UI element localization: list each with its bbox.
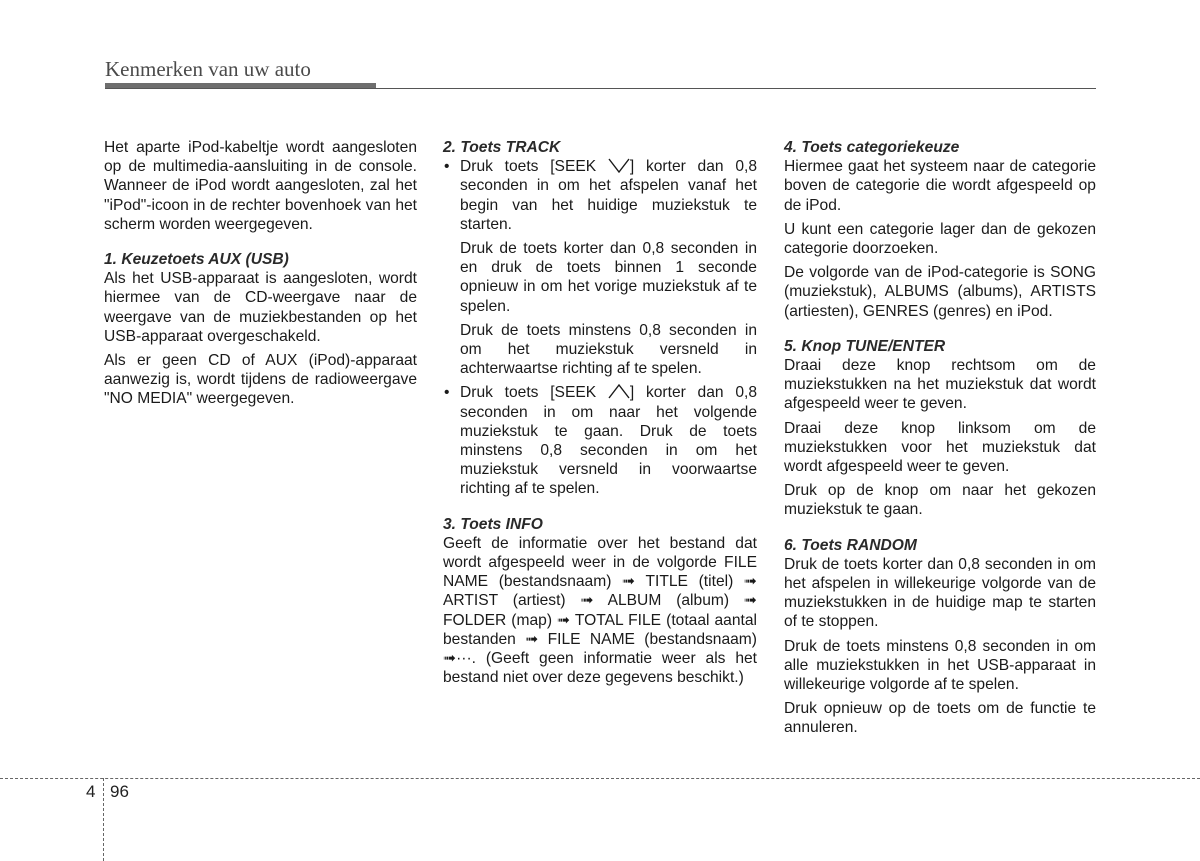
footer-dashed-rule — [0, 778, 1200, 779]
seek-down-paragraph-2: Druk de toets korter dan 0,8 seconden in en druk de toets binnen 1 seconde opnieuw in om het vorige muziekstuk af te spelen. — [460, 240, 757, 315]
seek-down-text-pre: Druk toets [SEEK — [460, 158, 608, 176]
seek-down-text-post: ] korter dan 0,8 seconden in om het afspelen vanaf het begin van het huidige muziekstuk te starten. — [460, 158, 757, 233]
aux-paragraph-2: Als er geen CD of AUX (iPod)-apparaat aanwezig is, wordt tijdens de radioweergave "NO MEDIA" weergegeven. — [104, 352, 417, 408]
bullet-seek-down — [443, 157, 757, 378]
page-number: 96 — [110, 782, 129, 801]
header-rule — [105, 88, 1096, 89]
column-2 — [443, 138, 757, 692]
seek-up-text-post: ] korter dan 0,8 seconden in om naar het volgende muziekstuk te gaan. Druk de toets minstens 0,8 seconden in om het muziekstuk versneld in voorwaartse richting af te spelen. — [460, 384, 757, 498]
seek-down-paragraph — [460, 157, 757, 234]
section-heading-info: 3. Toets INFO — [443, 515, 543, 533]
tune-paragraph-1: Draai deze knop rechtsom om de muziekstukken na het muziekstuk dat wordt afgespeeld weer te geven. — [784, 357, 1096, 413]
section-heading-category: 4. Toets categoriekeuze — [784, 139, 960, 156]
category-paragraph-1: Hiermee gaat het systeem naar de categorie boven de categorie die wordt afgespeeld op de iPod. — [784, 158, 1096, 214]
tune-paragraph-3: Druk op de knop om naar het gekozen muziekstuk te gaan. — [784, 482, 1096, 519]
column-3 — [784, 138, 1096, 743]
column-1 — [104, 138, 417, 414]
category-paragraph-2: U kunt een categorie lager dan de gekozen categorie doorzoeken. — [784, 220, 1096, 258]
section-heading-random: 6. Toets RANDOM — [784, 536, 917, 554]
section-heading-aux: 1. Keuzetoets AUX (USB) — [104, 251, 289, 269]
page-header-title: Kenmerken van uw auto — [105, 57, 311, 81]
seek-up-icon — [608, 384, 630, 399]
aux-paragraph-1: Als het USB-apparaat is aangesloten, wordt hiermee van de CD-weergave naar de weergave van de muziekbestanden op het USB-apparaat overgeschakeld. — [104, 270, 417, 345]
category-paragraph-3: De volgorde van de iPod-categorie is SONG (muziekstuk), ALBUMS (albums), ARTISTS (artiesten), GENRES (genres) en iPod. — [784, 264, 1096, 320]
seek-up-text-pre: Druk toets [SEEK — [460, 384, 608, 402]
bullet-mark: • — [444, 384, 450, 402]
section-heading-tune: 5. Knop TUNE/ENTER — [784, 337, 946, 355]
random-paragraph-1: Druk de toets korter dan 0,8 seconden in om het afspelen in willekeurige volgorde van de muziekstukken in de huidige map te starten of te stoppen. — [784, 555, 1096, 631]
seek-up-paragraph — [460, 383, 757, 498]
section-heading-track: 2. Toets TRACK — [443, 139, 561, 156]
seek-down-icon — [608, 158, 630, 173]
random-paragraph-2: Druk de toets minstens 0,8 seconden in om alle muziekstukken in het USB-apparaat in willekeurige volgorde af te spelen. — [784, 637, 1096, 694]
chapter-number: 4 — [86, 782, 96, 801]
seek-down-paragraph-3: Druk de toets minstens 0,8 seconden in om het muziekstuk versneld in achterwaartse richting af te spelen. — [460, 321, 757, 378]
tune-paragraph-2: Draai deze knop linksom om de muziekstukken voor het muziekstuk dat wordt afgespeeld weer te geven. — [784, 419, 1096, 476]
footer-dashed-divider — [103, 778, 104, 861]
info-paragraph: Geeft de informatie over het bestand dat wordt afgespeeld weer in de volgorde FILE NAME (bestandsnaam) ➟ TITLE (titel) ➟ ARTIST (artiest) ➟ ALBUM (album) ➟ FOLDER (map) ➟ TOTAL FILE (totaal aantal bestanden ➟ FILE NAME (bestandsnaam) ➟···. (Geeft geen informatie weer als het bestand niet over deze gegevens beschikt.) — [443, 534, 757, 687]
bullet-mark: • — [444, 158, 450, 176]
random-paragraph-3: Druk opnieuw op de toets om de functie te annuleren. — [784, 700, 1096, 737]
intro-paragraph: Het aparte iPod-kabeltje wordt aangesloten op de multimedia-aansluiting in de console. Wanneer de iPod wordt aangesloten, zal het "iPod"-icoon in de rechter bovenhoek van het scherm worden weergegeven. — [104, 139, 417, 233]
bullet-seek-up — [443, 383, 757, 498]
